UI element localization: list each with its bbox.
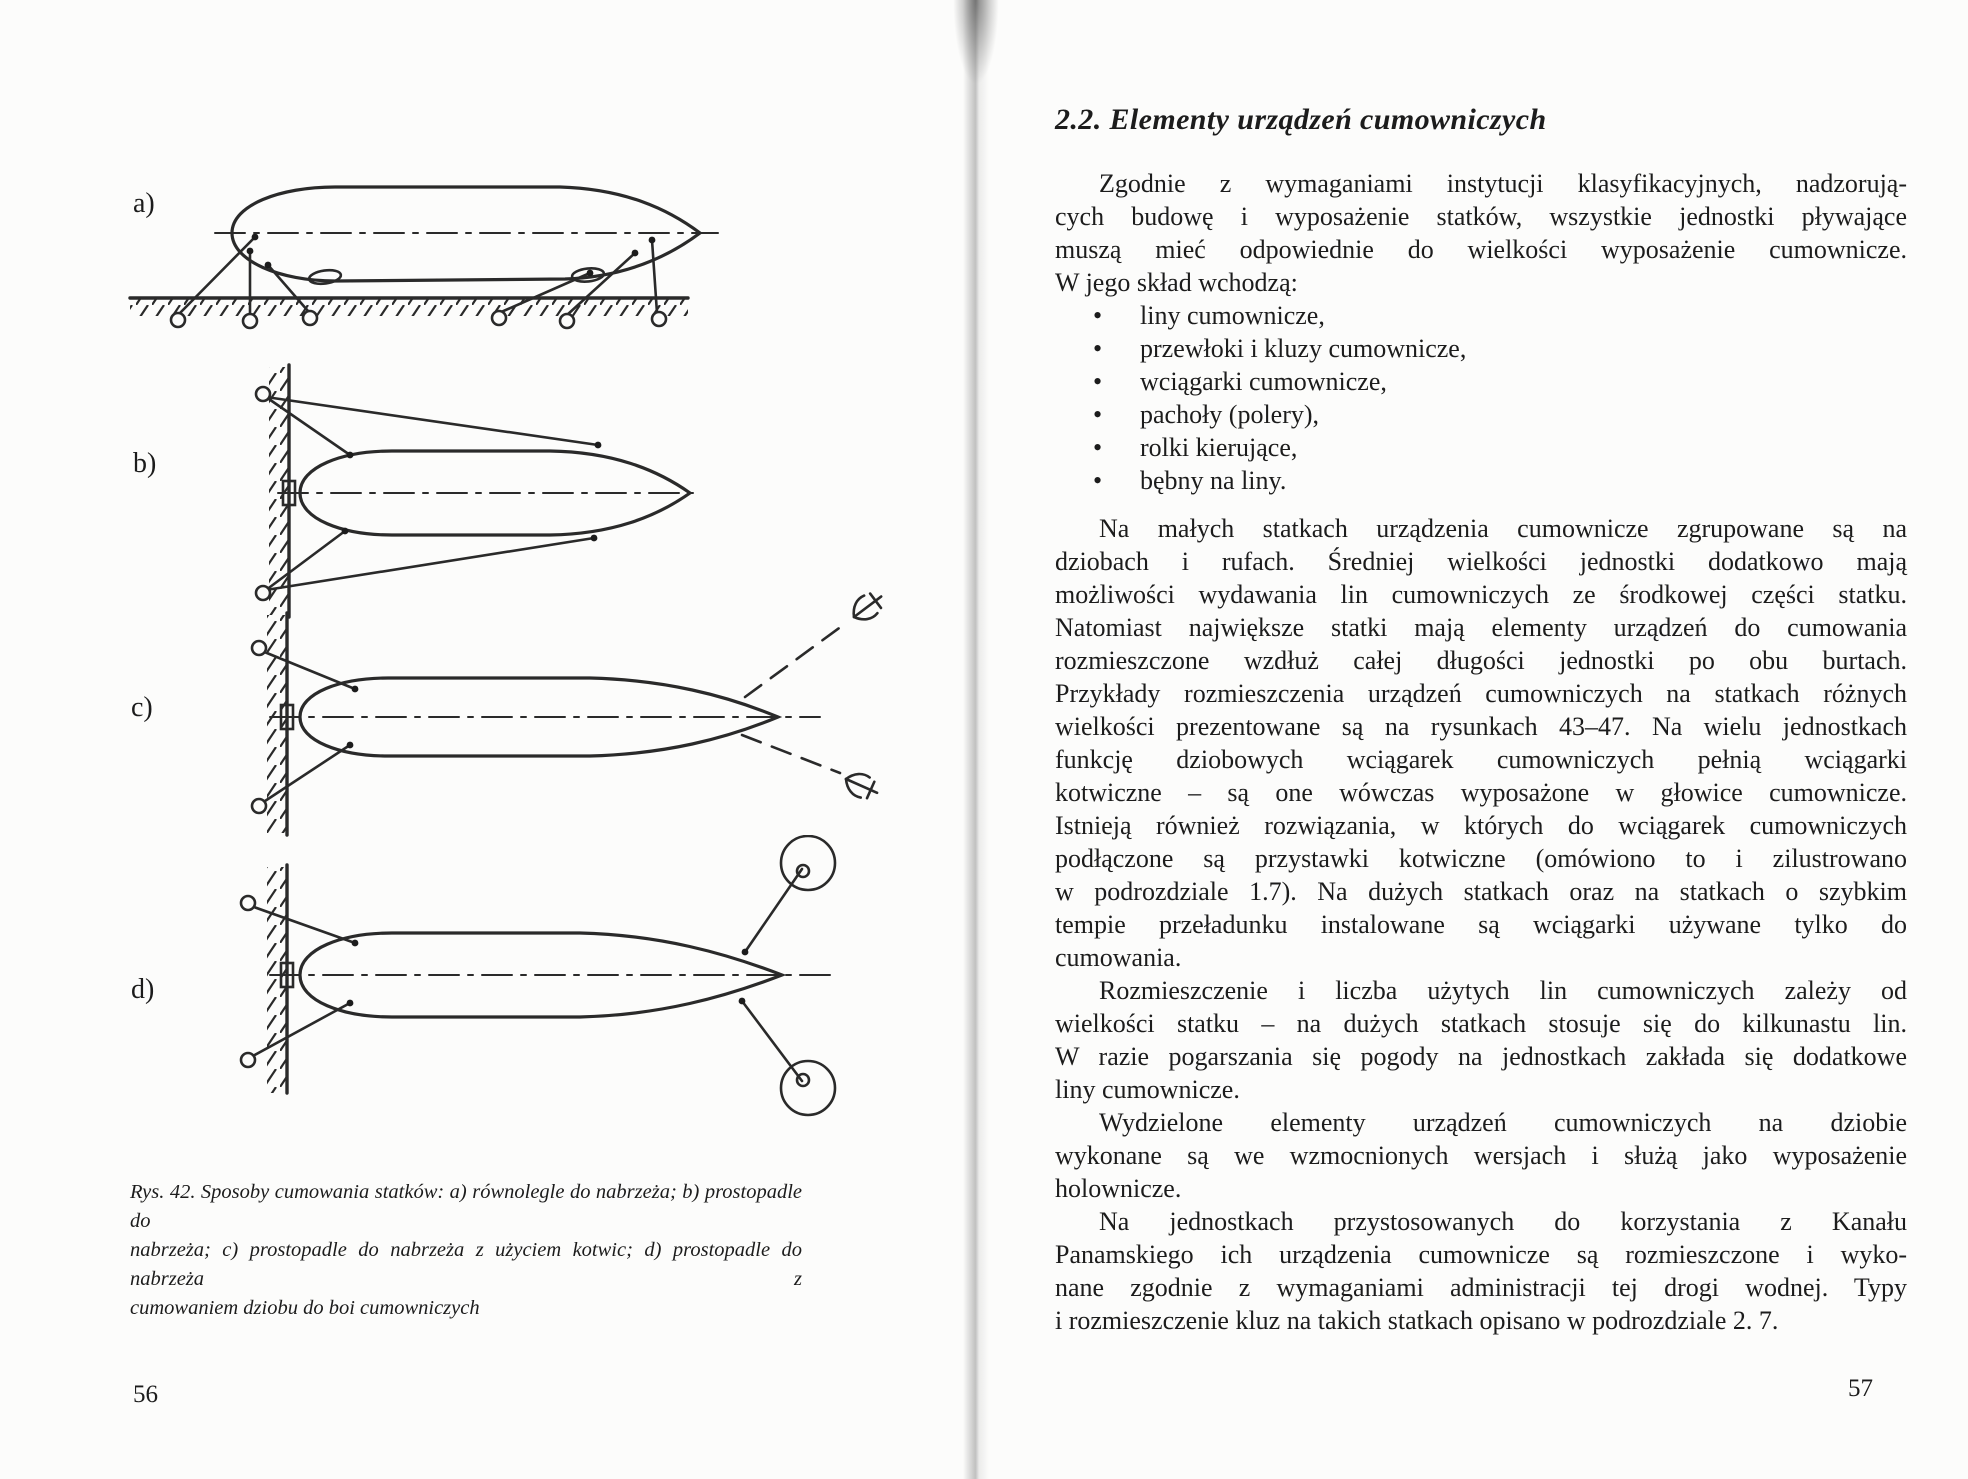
text-line: rozmieszczone wzdłuż całej długości jednostki po obu burtach. <box>1055 646 1907 675</box>
text-line: W razie pogarszania się pogody na jednostkach zakłada się dodatkowe <box>1055 1042 1907 1071</box>
caption-line: cumowaniem dziobu do boi cumowniczych <box>130 1297 480 1319</box>
text-line: Rozmieszczenie i liczba użytych lin cumowniczych zależy od <box>1099 976 1907 1005</box>
paragraph-1 <box>1055 167 1907 299</box>
bullet-text: pachoły (polery), <box>1140 400 1320 429</box>
quay-hatching <box>267 615 287 833</box>
text-line: Przykłady rozmieszczenia urządzeń cumowniczych na statkach różnych <box>1055 679 1907 708</box>
bullet-item <box>1055 398 1907 431</box>
text-line: liny cumownicze. <box>1055 1075 1240 1104</box>
bullet-text: wciągarki cumownicze, <box>1140 367 1387 396</box>
page-number-left: 56 <box>133 1381 158 1408</box>
text-line: funkcję dziobowych wciągarek cumowniczych pełnią wciągarki <box>1055 745 1907 774</box>
bullet-item <box>1055 299 1907 332</box>
section-heading: 2.2. Elementy urządzeń cumowniczych <box>1055 103 1547 136</box>
bullet-text: bębny na liny. <box>1140 466 1287 495</box>
text-line: tempie przeładunku instalowane są wciągarki używane tylko do <box>1055 910 1907 939</box>
anchor-cables-dashed <box>742 623 846 773</box>
fairlead <box>308 268 341 285</box>
bullet-text: liny cumownicze, <box>1140 301 1325 330</box>
paragraph-3 <box>1055 974 1907 1106</box>
text-line: i rozmieszczenie kluz na takich statkach opisano w podrozdziale 2. 7. <box>1055 1306 1779 1335</box>
text-line: podłączone są przystawki kotwiczne (omówiono to i zilustrowano <box>1055 844 1907 873</box>
text-line: Na małych statkach urządzenia cumownicze zgrupowane są na <box>1099 514 1907 543</box>
bullet-icon: • <box>1093 367 1103 396</box>
anchor-icon <box>841 768 881 803</box>
figure-d-label: d) <box>131 974 155 1005</box>
bullet-list <box>1055 299 1907 497</box>
line-attachment-dots <box>247 234 656 277</box>
text-line: wielkości prezentowane są na rysunkach 43–47. Na wielu jednostkach <box>1055 712 1907 741</box>
text-line: Zgodnie z wymaganiami instytucji klasyfikacyjnych, nadzorują- <box>1099 169 1907 198</box>
paragraph-2 <box>1055 512 1907 974</box>
text-line: wielkości statku – na dużych statkach stosuje się do kilkunastu lin. <box>1055 1009 1907 1038</box>
bullet-icon: • <box>1093 433 1103 462</box>
bollards <box>241 896 255 1067</box>
text-line: możliwości wydawania lin cumowniczych ze środkowej części statku. <box>1055 580 1907 609</box>
text-line: W jego skład wchodzą: <box>1055 268 1298 297</box>
text-line: Wydzielone elementy urządzeń cumowniczych na dziobie <box>1099 1108 1907 1137</box>
bullet-item <box>1055 332 1907 365</box>
bullet-item <box>1055 365 1907 398</box>
right-page <box>989 0 1968 1479</box>
quay-hatching <box>269 367 289 615</box>
caption-line: nabrzeża; c) prostopadle do nabrzeża z użyciem kotwic; d) prostopadle do nabrzeża z <box>130 1239 802 1290</box>
bullet-icon: • <box>1093 400 1103 429</box>
bullet-item <box>1055 431 1907 464</box>
bullet-text: rolki kierujące, <box>1140 433 1298 462</box>
anchor-icon <box>847 587 888 626</box>
text-line: Istnieją również rozwiązania, w których do wciągarek cumowniczych <box>1055 811 1907 840</box>
mooring-buoy <box>781 1061 835 1115</box>
caption-line: Rys. 42. Sposoby cumowania statków: a) równolegle do nabrzeża; b) prostopadle do <box>130 1181 802 1232</box>
text-line: Panamskiego ich urządzenia cumownicze są rozmieszczone i wyko- <box>1055 1240 1907 1269</box>
figure-b-label: b) <box>133 448 157 479</box>
page-gutter-shadow <box>963 0 989 1479</box>
text-line: kotwiczne – są one wówczas wyposażone w głowice cumownicze. <box>1055 778 1907 807</box>
figure-c-label: c) <box>131 692 153 723</box>
figure-d-ship-buoy-mooring <box>120 835 940 1175</box>
quay-hatching <box>130 299 688 316</box>
bollards <box>256 387 270 600</box>
bullet-icon: • <box>1093 334 1103 363</box>
left-page <box>0 0 963 1479</box>
page-number-right: 57 <box>1848 1375 1873 1402</box>
figure-c-ship-anchor-mooring <box>120 585 920 845</box>
bollards <box>252 641 266 813</box>
figure-a-ship-parallel-mooring <box>120 125 720 335</box>
mooring-buoy <box>781 836 835 890</box>
text-line: dziobach i rufach. Średniej wielkości jednostki dodatkowo mają <box>1055 547 1907 576</box>
quay-hatching <box>267 867 287 1093</box>
text-line: wykonane są we wzmocnionych wersjach i służą jako wyposażenie <box>1055 1141 1907 1170</box>
text-line: cych budowę i wyposażenie statków, wszystkie jednostki pływające <box>1055 202 1907 231</box>
text-line: holownicze. <box>1055 1174 1182 1203</box>
text-line: Na jednostkach przystosowanych do korzystania z Kanału <box>1099 1207 1907 1236</box>
text-line: Natomiast największe statki mają elementy urządzeń do cumowania <box>1055 613 1907 642</box>
paragraph-4 <box>1055 1106 1907 1205</box>
bullet-icon: • <box>1093 301 1103 330</box>
line-attachment-dots <box>342 442 602 542</box>
figure-caption <box>130 1178 802 1323</box>
bullet-item <box>1055 464 1907 497</box>
text-line: w podrozdziale 1.7). Na dużych statkach oraz na statkach o szybkim <box>1055 877 1907 906</box>
bullet-icon: • <box>1093 466 1103 495</box>
text-line: nane zgodnie z wymaganiami administracji tej drogi wodnej. Typy <box>1055 1273 1907 1302</box>
line-attachment-dots <box>347 940 749 1007</box>
text-line: cumowania. <box>1055 943 1182 972</box>
right-page-content <box>1055 103 1907 1337</box>
figure-a-label: a) <box>133 188 155 219</box>
text-line: muszą mieć odpowiednie do wielkości wyposażenie cumownicze. <box>1055 235 1907 264</box>
bullet-text: przewłoki i kluzy cumownicze, <box>1140 334 1467 363</box>
paragraph-5 <box>1055 1205 1907 1337</box>
